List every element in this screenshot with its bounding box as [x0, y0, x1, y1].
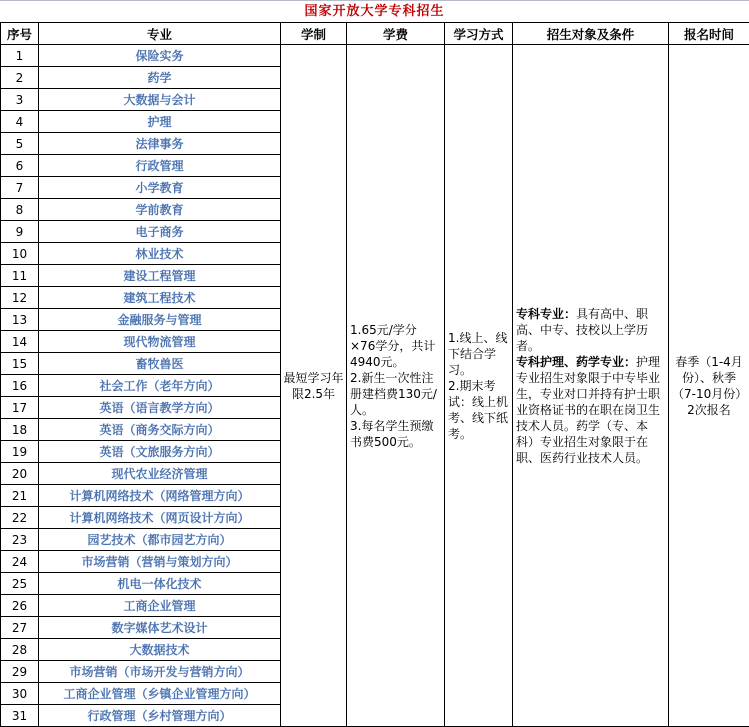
fees-cell: [347, 45, 445, 727]
header-row: [1, 23, 749, 45]
row-index: 13: [1, 309, 39, 331]
study-mode-item: 2.期末考试：线上机考、线下纸考。: [448, 378, 509, 441]
requirement-text: 护理专业招生对象限于中专毕业生，专业对口并持有护士职业资格证书的在职在岗卫生技术人员。药学（专、本科）专业招生对象限于在职、医药行业技术人员。: [516, 354, 661, 465]
row-index: 27: [1, 617, 39, 639]
major-name: 行政管理: [39, 155, 281, 177]
row-index: 2: [1, 67, 39, 89]
row-index: 8: [1, 199, 39, 221]
row-index: 6: [1, 155, 39, 177]
major-name: 学前教育: [39, 199, 281, 221]
study-mode-item: 1.线上、线下结合学习。: [448, 330, 508, 377]
row-index: 29: [1, 661, 39, 683]
row-index: 17: [1, 397, 39, 419]
row-index: 31: [1, 705, 39, 727]
enrollment-count: 2次报名: [687, 402, 731, 417]
row-index: 24: [1, 551, 39, 573]
major-name: 计算机网络技术（网络管理方向）: [39, 485, 281, 507]
major-name: 计算机网络技术（网页设计方向）: [39, 507, 281, 529]
enrollment-time-cell: [669, 45, 749, 727]
header-major: 专业: [39, 23, 281, 45]
major-name: 机电一体化技术: [39, 573, 281, 595]
requirements-cell: [513, 45, 669, 727]
row-index: 10: [1, 243, 39, 265]
requirement-label: 专科专业：: [516, 306, 577, 321]
row-index: 16: [1, 375, 39, 397]
row-index: 7: [1, 177, 39, 199]
major-name: 现代农业经济管理: [39, 463, 281, 485]
major-name: 现代物流管理: [39, 331, 281, 353]
row-index: 30: [1, 683, 39, 705]
duration-cell: [281, 45, 347, 727]
header-study-mode: 学习方式: [445, 23, 513, 45]
major-name: 电子商务: [39, 221, 281, 243]
row-index: 5: [1, 133, 39, 155]
enrollment-period: 春季（1-4月份）、秋季（7-10月份）: [672, 354, 748, 401]
major-name: 大数据与会计: [39, 89, 281, 111]
row-index: 20: [1, 463, 39, 485]
row-index: 3: [1, 89, 39, 111]
row-index: 26: [1, 595, 39, 617]
requirement-label: 专科护理、药学专业：: [516, 354, 637, 369]
major-name: 英语（商务交际方向）: [39, 419, 281, 441]
row-index: 22: [1, 507, 39, 529]
major-name: 市场营销（市场开发与营销方向）: [39, 661, 281, 683]
header-fees: 学费: [347, 23, 445, 45]
major-name: 社会工作（老年方向）: [39, 375, 281, 397]
row-index: 21: [1, 485, 39, 507]
header-requirements: 招生对象及条件: [513, 23, 669, 45]
row-index: 28: [1, 639, 39, 661]
row-index: 12: [1, 287, 39, 309]
page-title: 国家开放大学专科招生: [304, 4, 445, 19]
row-index: 14: [1, 331, 39, 353]
header-duration: 学制: [281, 23, 347, 45]
major-name: 保险实务: [39, 45, 281, 67]
row-index: 9: [1, 221, 39, 243]
major-name: 行政管理（乡村管理方向）: [39, 705, 281, 727]
major-name: 药学: [39, 67, 281, 89]
row-index: 19: [1, 441, 39, 463]
fee-item: 3.每名学生预缴书费500元。: [350, 418, 434, 449]
major-name: 大数据技术: [39, 639, 281, 661]
major-name: 市场营销（营销与策划方向）: [39, 551, 281, 573]
major-name: 英语（文旅服务方向）: [39, 441, 281, 463]
major-name: 园艺技术（都市园艺方向）: [39, 529, 281, 551]
major-name: 工商企业管理（乡镇企业管理方向）: [39, 683, 281, 705]
header-index: 序号: [1, 23, 39, 45]
row-index: 18: [1, 419, 39, 441]
header-enrollment-time: 报名时间: [669, 23, 749, 45]
row-index: 23: [1, 529, 39, 551]
fee-item: 2.新生一次性注册建档费130元/人。: [350, 370, 437, 417]
row-index: 1: [1, 45, 39, 67]
major-name: 英语（语言教学方向）: [39, 397, 281, 419]
major-name: 建设工程管理: [39, 265, 281, 287]
study-mode-cell: [445, 45, 513, 727]
major-name: 法律事务: [39, 133, 281, 155]
table-row: [1, 45, 749, 67]
admissions-table: [0, 22, 749, 727]
major-name: 数字媒体艺术设计: [39, 617, 281, 639]
row-index: 25: [1, 573, 39, 595]
major-name: 金融服务与管理: [39, 309, 281, 331]
major-name: 护理: [39, 111, 281, 133]
duration-text: 最短学习年限2.5年: [283, 370, 344, 401]
fee-item: 1.65元/学分×76学分，共计4940元。: [350, 322, 436, 369]
major-name: 林业技术: [39, 243, 281, 265]
row-index: 11: [1, 265, 39, 287]
major-name: 工商企业管理: [39, 595, 281, 617]
major-name: 小学教育: [39, 177, 281, 199]
row-index: 15: [1, 353, 39, 375]
major-name: 建筑工程技术: [39, 287, 281, 309]
row-index: 4: [1, 111, 39, 133]
major-name: 畜牧兽医: [39, 353, 281, 375]
requirement-text: 具有高中、职高、中专、技校以上学历者。: [516, 306, 649, 353]
